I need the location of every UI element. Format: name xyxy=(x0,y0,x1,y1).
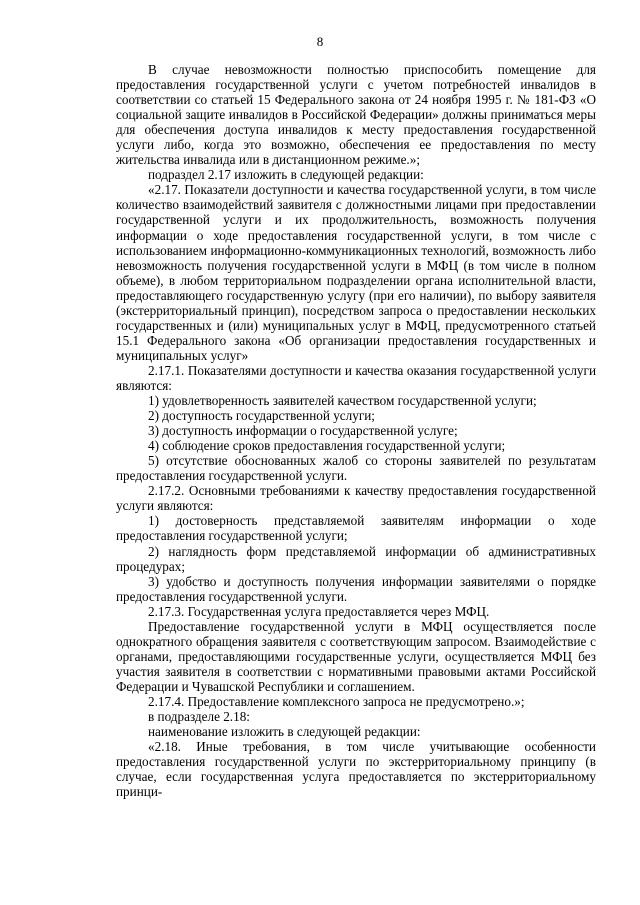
page-number: 8 xyxy=(316,34,324,49)
paragraph: 2.17.3. Государственная услуга предоставляется через МФЦ. xyxy=(148,603,490,619)
list-item: 1) удовлетворенность заявителей качеством государственной услуги; xyxy=(148,393,537,409)
list-item: 3) удобство и доступность получения информации заявителями о порядке предоставления государственной услуги. xyxy=(116,573,596,604)
list-item: 2) наглядность форм представляемой информации об административных процедурах; xyxy=(116,543,596,574)
paragraph: 2.17.4. Предоставление комплексного запроса не предусмотрено.»; xyxy=(148,693,525,709)
list-item: 2) доступность государственной услуги; xyxy=(148,408,375,424)
list-item: 5) отсутствие обоснованных жалоб со стороны заявителей по результатам предоставления государственной услуги. xyxy=(116,453,596,484)
list-item: 3) доступность информации о государственной услуге; xyxy=(148,423,458,439)
paragraph: в подразделе 2.18: xyxy=(148,709,250,725)
list-item: 4) соблюдение сроков предоставления государственной услуги; xyxy=(148,438,506,454)
paragraph: «2.18. Иные требования, в том числе учитывающие особенности предоставления государственной услуги по экстерриториальному принципу (в случае, если государственная услуга предоставляется по экстерриториальному принци- xyxy=(116,739,596,800)
paragraph: наименование изложить в следующей редакции: xyxy=(148,724,421,740)
paragraph: В случае невозможности полностью приспособить помещение для предоставления государственной услуги с учетом потребностей инвалидов в соответствии со статьей 15 Федерального закона от 24 ноября 1995 г. № 181-ФЗ «О социальной защите инвалидов в Российской Федерации» должны приниматься меры для обеспечения доступа инвалидов к месту предоставления государственной услуги либо, когда это возможно, обеспечения ее предоставления по месту жительства инвалида или в дистанционном режиме.»; xyxy=(116,62,596,168)
paragraph: 2.17.2. Основными требованиями к качеству предоставления государственной услуги являются: xyxy=(116,483,596,514)
list-item: 1) достоверность представляемой заявителям информации о ходе предоставления государственной услуги; xyxy=(116,513,596,544)
document-body xyxy=(116,62,596,799)
paragraph: «2.17. Показатели доступности и качества государственной услуги, в том числе количество взаимодействий заявителя с должностными лицами при предоставлении государственной услуги и их продолжительность, возможность получения информации о ходе предоставления государственной услуги, в том числе с использованием информационно-коммуникационных технологий, возможность либо невозможность получения государственной услуги в МФЦ (в том числе в полном объеме), в любом территориальном подразделении органа исполнительной власти, предоставляющего государственную услугу (при его наличии), по выбору заявителя (экстерриториальный принцип), посредством запроса о предоставлении нескольких государственных и (или) муниципальных услуг в МФЦ, предусмотренного статьей 15.1 Федерального закона «Об организации предоставления государственных и муниципальных услуг» xyxy=(116,182,596,363)
paragraph: подраздел 2.17 изложить в следующей редакции: xyxy=(148,167,424,183)
paragraph: 2.17.1. Показателями доступности и качества оказания государственной услуги являются: xyxy=(116,362,596,393)
paragraph: Предоставление государственной услуги в МФЦ осуществляется после однократного обращения заявителя с соответствующим запросом. Взаимодействие с органами, предоставляющими государственные услуги, осуществляется МФЦ без участия заявителя в соответствии с нормативными правовыми актами Российской Федерации и Чувашской Республики и соглашением. xyxy=(116,618,596,694)
